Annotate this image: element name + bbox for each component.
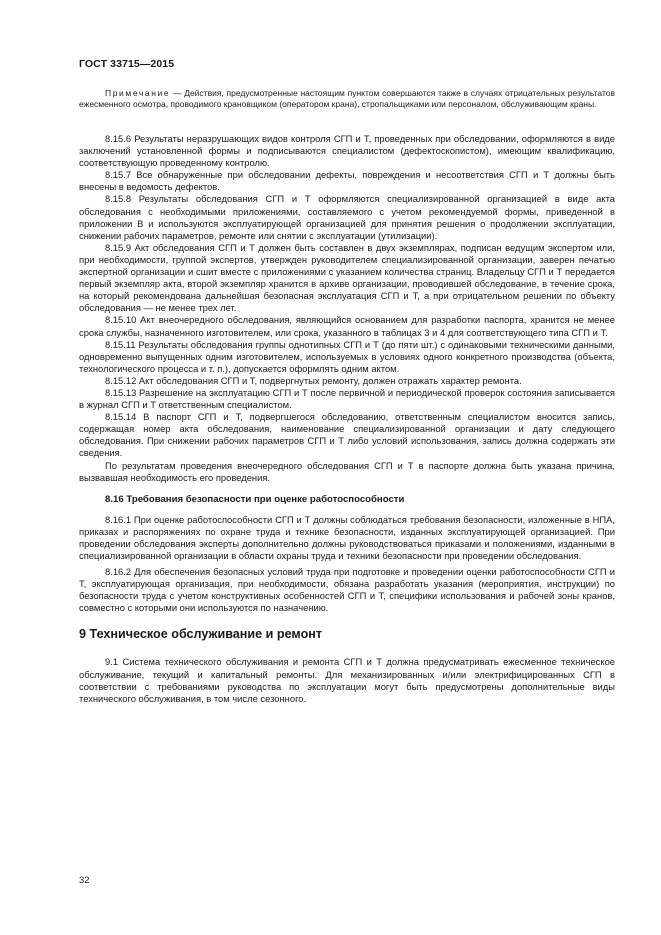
body-paragraph: 8.15.8 Результаты обследования СГП и Т оформляются специализированной организацией в виде акта обследования с необходимыми приложениями, составляемого с учетом рекомендуемой формы, приведенной в приложении В и используются эксплуатирующей организацией для принятия решения о продолжении эксплуатации, снижении рабочих параметров, ремонте или снятии с эксплуатации (утилизации). xyxy=(79,193,615,241)
body-paragraph: 8.15.9 Акт обследования СГП и Т должен быть составлен в двух экземплярах, подписан ведущим экспертом или, при необходимости, группой экспертов, утвержден руководителем специализированной организации, заверен печатью экспертной организации и сшит вместе с приложениями с указанием количества страниц. Владельцу СГП и Т передается первый экземпляр акта, второй экземпляр хранится в архиве организации, проводившей обследование, в течение срока, на который рекомендована дальнейшая безопасная эксплуатация СГП и Т, а при отрицательном решении по объекту обследования — не менее трех лет. xyxy=(79,241,615,314)
body-paragraph: 8.15.7 Все обнаруженные при обследовании дефекты, повреждения и несоответствия СГП и Т должны быть внесены в ведомость дефектов. xyxy=(79,169,615,193)
body-paragraph: 8.15.13 Разрешение на эксплуатацию СГП и Т после первичной и периодической проверок состояния записывается в журнал СГП и Т ответственным специалистом. xyxy=(79,386,615,411)
paragraph-group-8-16 xyxy=(79,514,615,615)
body-paragraph: 8.15.10 Акт внеочередного обследования, являющийся основанием для разработки паспорта, хранится не менее срока службы, назначенного изготовителем, или срока, указанного в таблицах 3 и 4 для соответствующего типа СГП и Т. xyxy=(79,314,615,338)
note-label: Примечание xyxy=(105,88,171,98)
body-paragraph: 8.16.2 Для обеспечения безопасных условий труда при подготовке и проведении оценки работоспособности СГП и Т, эксплуатирующая организация, при необходимости, обязана разработать указания (мероприятия, инструкции) по безопасности труда с учетом конструктивных особенностей СГП и Т, специфики использования и рабочей зоны кранов, совместно с которыми они используются по назначению. xyxy=(79,566,615,614)
section-heading-9: 9 Техническое обслуживание и ремонт xyxy=(79,627,323,642)
note-text: — Действия, предусмотренные настоящим пунктом совершаются также в случаях отрицательных результатов ежесменного осмотра, проводимого крановщиком (оператором крана), стропальщиками или персоналом, обслуживающим краны. xyxy=(79,88,615,109)
body-paragraph: 8.15.14 В паспорт СГП и Т, подвергшегося обследованию, ответственным специалистом вносится запись, содержащая номер акта обследования, наименование специализированной организации и дату следующего обследования. При снижении рабочих параметров СГП и Т либо условий использования, запись должна содержать эти сведения. xyxy=(79,411,615,459)
paragraph-group-9 xyxy=(79,656,615,704)
document-code-header: ГОСТ 33715—2015 xyxy=(79,58,175,70)
page-number: 32 xyxy=(79,874,90,885)
subsection-heading-8-16: 8.16 Требования безопасности при оценке работоспособности xyxy=(105,493,405,505)
note-paragraph xyxy=(79,88,615,110)
body-paragraph: По результатам проведения внеочередного обследования СГП и Т в паспорте должна быть указана причина, вызвавшая необходимость его проведения. xyxy=(79,459,615,483)
body-paragraph: 8.15.12 Акт обследования СГП и Т, подвергнутых ремонту, должен отражать характер ремонта. xyxy=(105,374,522,386)
page-body xyxy=(79,88,615,705)
paragraph-group-8-15 xyxy=(79,133,615,484)
body-paragraph: 8.15.6 Результаты неразрушающих видов контроля СГП и Т, проведенных при обследовании, оформляются в виде заключений установленной формы и подписываются специалистом (дефектоскопистом), имеющим квалификацию, соответствующую проведенному контролю. xyxy=(79,133,615,169)
body-paragraph: 8.16.1 При оценке работоспособности СГП и Т должны соблюдаться требования безопасности, изложенные в НПА, приказах и распоряжениях по охране труда и технике безопасности, изданных эксплуатирующей организацией. При проведении обследования эксперты дополнительно должны руководствоваться приказами и положениями, изданными в специализированной организации в области охраны труда и техники безопасности при проведении обследования. xyxy=(79,513,615,561)
body-paragraph: 8.15.11 Результаты обследования группы однотипных СГП и Т (до пяти шт.) с одинаковыми техническими данными, одновременно выпущенных одним изготовителем, используемых в условиях одного конкретного производства (объекта, технологического процесса и т. п.), допускается оформлять одним актом. xyxy=(79,338,615,374)
body-paragraph: 9.1 Система технического обслуживания и ремонта СГП и Т должна предусматривать ежесменное техническое обслуживание, текущий и капитальный ремонты. Для механизированных и/или электрифицированных СГП в соответствии с требованиями руководства по эксплуатации могут быть предусмотрены дополнительные виды технического обслуживания, в том числе сезонного. xyxy=(79,656,615,704)
